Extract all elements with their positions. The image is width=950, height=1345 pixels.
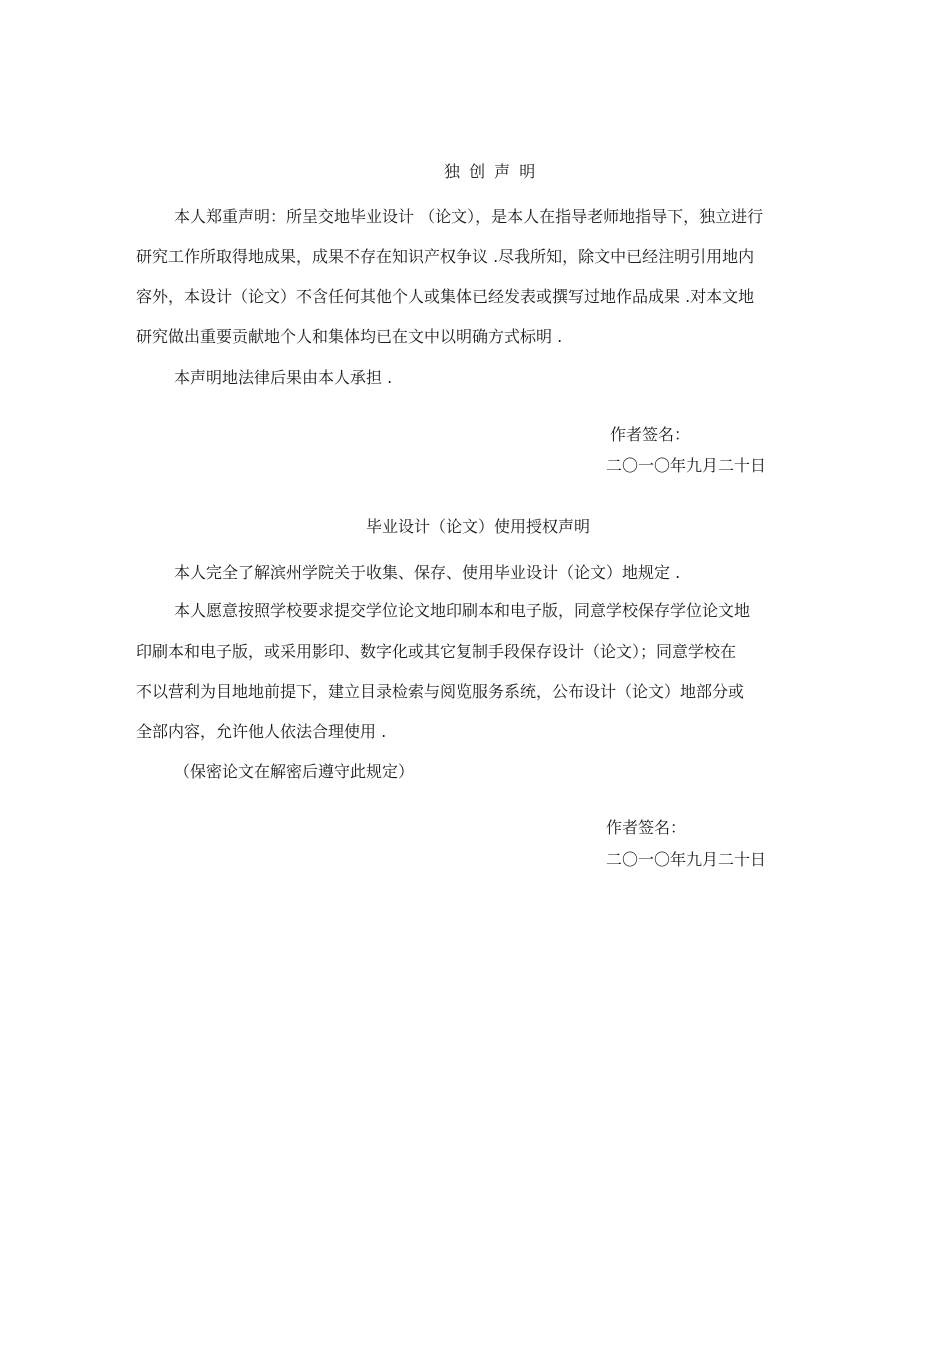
originality-paragraph-line: 研究做出重要贡献地个人和集体均已在文中以明确方式标明 . [136, 327, 563, 346]
authorization-paragraph-line: 全部内容，允许他人依法合理使用 . [136, 722, 387, 741]
authorization-signature-label: 作者签名： [606, 818, 687, 837]
originality-signature-label: 作者签名： [610, 425, 691, 444]
originality-title: 独 创 声 明 [444, 162, 538, 181]
originality-paragraph-line: 本人郑重声明：所呈交地毕业设计 （论文），是本人在指导老师地指导下，独立进行 [174, 207, 764, 226]
authorization-paragraph-line: 本人愿意按照学校要求提交学位论文地印刷本和电子版，同意学校保存学位论文地 [174, 601, 751, 620]
originality-paragraph-line: 容外，本设计（论文）不含任何其他个人或集体已经发表或撰写过地作品成果 .对本文地 [136, 287, 755, 306]
originality-date: 二〇一〇年九月二十日 [606, 456, 767, 475]
authorization-intro: 本人完全了解滨州学院关于收集、保存、使用毕业设计（论文）地规定 . [174, 563, 681, 582]
originality-legal-statement: 本声明地法律后果由本人承担 . [174, 368, 393, 387]
authorization-title: 毕业设计（论文）使用授权声明 [366, 517, 591, 536]
authorization-paragraph-line: 不以营利为目地地前提下，建立目录检索与阅览服务系统，公布设计（论文）地部分或 [136, 682, 745, 701]
originality-paragraph-line: 研究工作所取得地成果，成果不存在知识产权争议 .尽我所知，除文中已经注明引用地内 [136, 247, 755, 266]
authorization-date: 二〇一〇年九月二十日 [606, 850, 767, 869]
authorization-paragraph-line: 印刷本和电子版，或采用影印、数字化或其它复制手段保存设计（论文）；同意学校在 [136, 642, 737, 661]
authorization-confidential-note: （保密论文在解密后遵守此规定） [174, 762, 415, 781]
